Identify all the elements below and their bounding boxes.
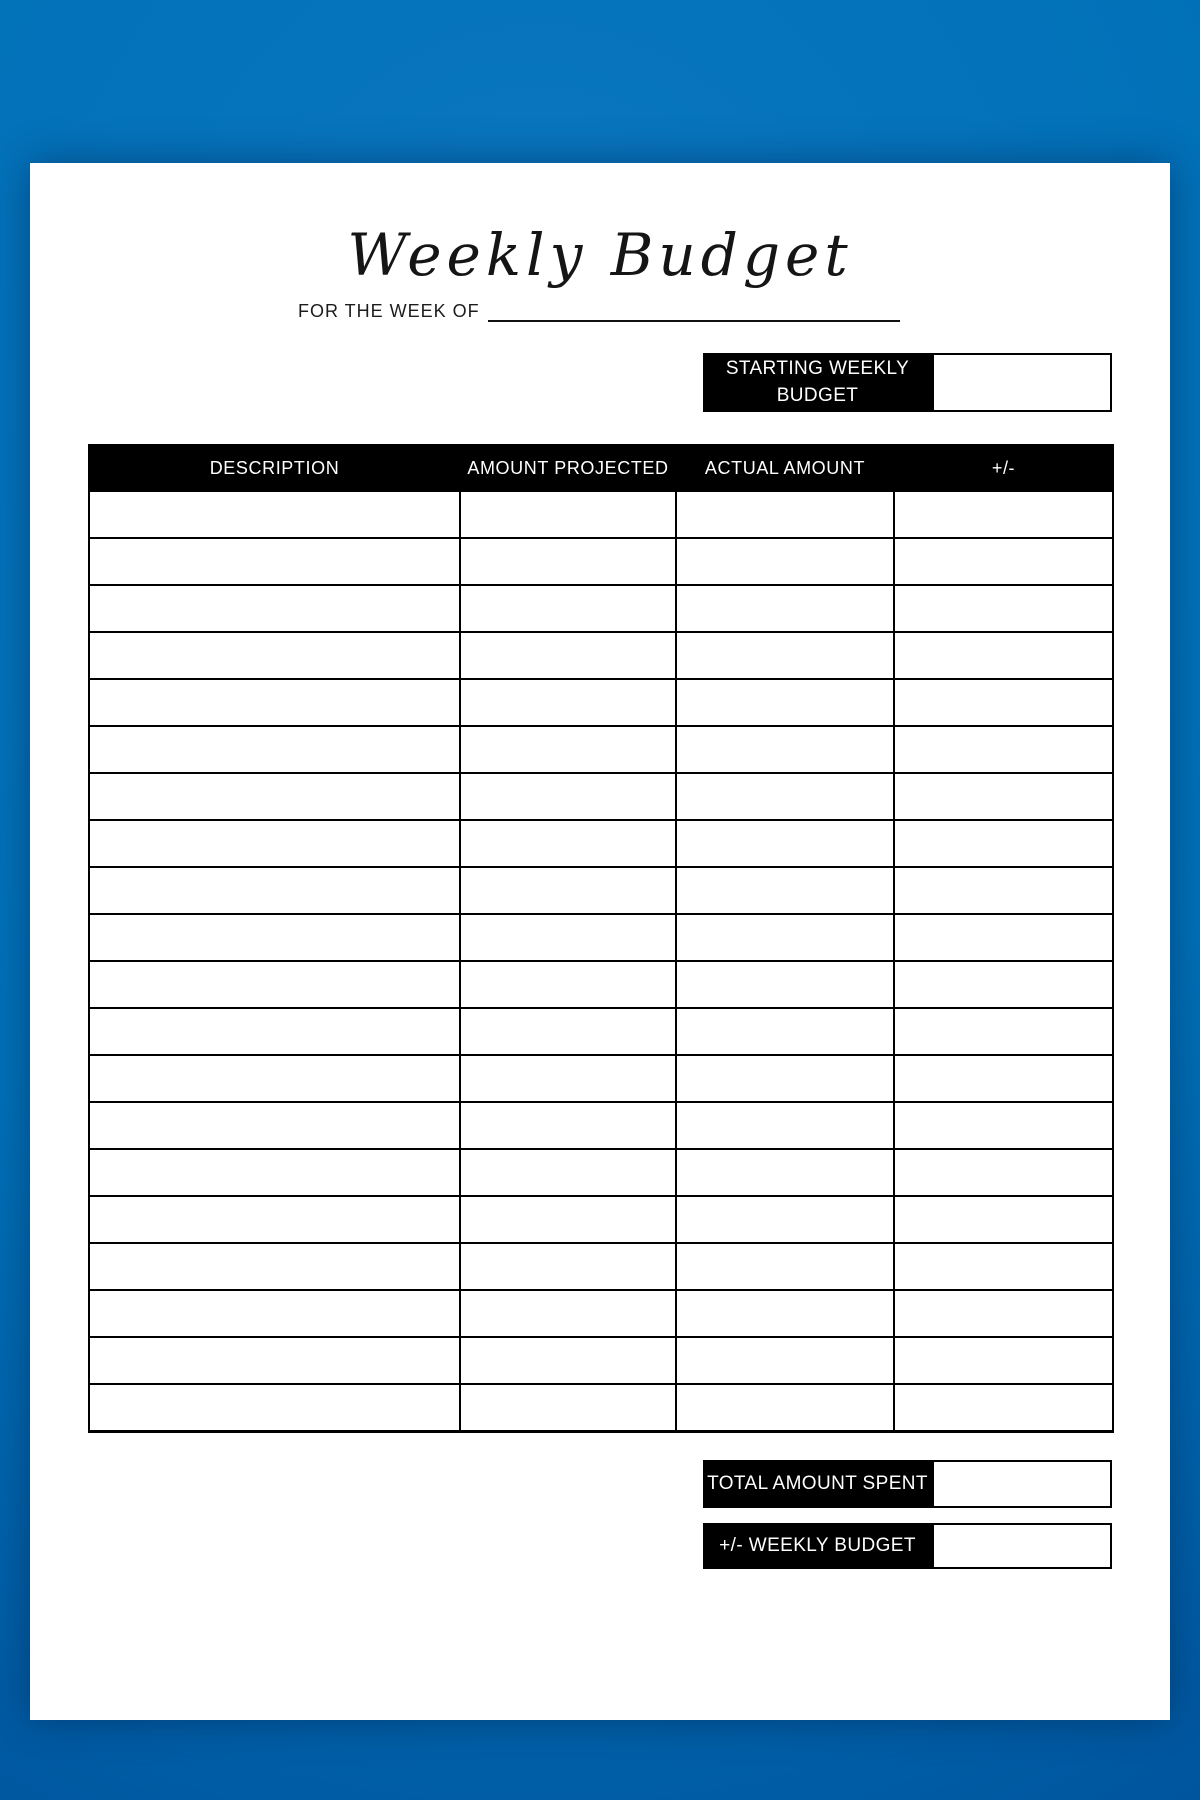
- table-cell[interactable]: [894, 632, 1113, 679]
- table-cell[interactable]: [676, 773, 894, 820]
- table-cell[interactable]: [676, 867, 894, 914]
- starting-weekly-budget-value-box[interactable]: [932, 353, 1112, 412]
- table-row: [89, 1384, 1113, 1432]
- week-of-label: FOR THE WEEK OF: [298, 301, 480, 321]
- table-cell[interactable]: [89, 1196, 460, 1243]
- table-row: [89, 961, 1113, 1008]
- table-cell[interactable]: [676, 1149, 894, 1196]
- table-cell[interactable]: [676, 491, 894, 538]
- table-cell[interactable]: [460, 538, 676, 585]
- table-cell[interactable]: [89, 679, 460, 726]
- table-cell[interactable]: [89, 585, 460, 632]
- table-cell[interactable]: [89, 1384, 460, 1432]
- table-cell[interactable]: [894, 1008, 1113, 1055]
- table-cell[interactable]: [676, 1196, 894, 1243]
- table-cell[interactable]: [89, 961, 460, 1008]
- table-cell[interactable]: [460, 726, 676, 773]
- table-cell[interactable]: [676, 914, 894, 961]
- table-cell[interactable]: [460, 1196, 676, 1243]
- table-cell[interactable]: [676, 632, 894, 679]
- table-cell[interactable]: [460, 914, 676, 961]
- table-cell[interactable]: [460, 1290, 676, 1337]
- table-cell[interactable]: [89, 1149, 460, 1196]
- table-cell[interactable]: [676, 1337, 894, 1384]
- header-row: [89, 445, 1113, 491]
- table-cell[interactable]: [894, 961, 1113, 1008]
- table-cell[interactable]: [894, 1102, 1113, 1149]
- table-cell[interactable]: [89, 1102, 460, 1149]
- table-cell[interactable]: [89, 1055, 460, 1102]
- table-row: [89, 914, 1113, 961]
- table-cell[interactable]: [676, 1055, 894, 1102]
- budget-table-header: [89, 445, 1113, 491]
- table-cell[interactable]: [894, 1196, 1113, 1243]
- table-cell[interactable]: [676, 585, 894, 632]
- table-cell[interactable]: [89, 1337, 460, 1384]
- table-cell[interactable]: [894, 1243, 1113, 1290]
- table-row: [89, 773, 1113, 820]
- table-cell[interactable]: [460, 632, 676, 679]
- table-cell[interactable]: [894, 585, 1113, 632]
- table-row: [89, 867, 1113, 914]
- table-cell[interactable]: [460, 773, 676, 820]
- plus-minus-weekly-budget-value-box[interactable]: [932, 1523, 1112, 1569]
- table-cell[interactable]: [89, 491, 460, 538]
- table-cell[interactable]: [89, 538, 460, 585]
- table-cell[interactable]: [89, 820, 460, 867]
- starting-weekly-budget-label: [703, 353, 932, 412]
- table-cell[interactable]: [676, 1290, 894, 1337]
- table-cell[interactable]: [894, 1055, 1113, 1102]
- table-row: [89, 632, 1113, 679]
- table-cell[interactable]: [894, 726, 1113, 773]
- starting-weekly-budget-label-line2: BUDGET: [776, 384, 859, 406]
- table-cell[interactable]: [460, 1243, 676, 1290]
- table-cell[interactable]: [676, 1243, 894, 1290]
- table-row: [89, 820, 1113, 867]
- plus-minus-weekly-budget-label: +/- WEEKLY BUDGET: [703, 1523, 932, 1569]
- total-amount-spent-label: TOTAL AMOUNT SPENT: [703, 1460, 932, 1508]
- table-cell[interactable]: [460, 1149, 676, 1196]
- column-header-plus-minus: +/-: [894, 445, 1113, 491]
- column-header-description: DESCRIPTION: [89, 445, 460, 491]
- table-cell[interactable]: [894, 1149, 1113, 1196]
- table-cell[interactable]: [460, 1384, 676, 1432]
- table-row: [89, 1290, 1113, 1337]
- table-row: [89, 1102, 1113, 1149]
- table-row: [89, 1337, 1113, 1384]
- table-row: [89, 491, 1113, 538]
- column-header-actual-amount: ACTUAL AMOUNT: [676, 445, 894, 491]
- table-cell[interactable]: [460, 679, 676, 726]
- table-cell[interactable]: [89, 1290, 460, 1337]
- table-cell[interactable]: [89, 773, 460, 820]
- table-cell[interactable]: [676, 961, 894, 1008]
- table-cell[interactable]: [894, 1290, 1113, 1337]
- table-row: [89, 1243, 1113, 1290]
- table-cell[interactable]: [894, 679, 1113, 726]
- table-cell[interactable]: [89, 726, 460, 773]
- table-cell[interactable]: [89, 1008, 460, 1055]
- table-cell[interactable]: [460, 1337, 676, 1384]
- table-cell[interactable]: [460, 1008, 676, 1055]
- table-cell[interactable]: [894, 867, 1113, 914]
- table-cell[interactable]: [676, 1102, 894, 1149]
- table-cell[interactable]: [89, 632, 460, 679]
- table-cell[interactable]: [460, 961, 676, 1008]
- week-of-input-line[interactable]: [488, 303, 900, 322]
- table-cell[interactable]: [676, 538, 894, 585]
- table-cell[interactable]: [460, 585, 676, 632]
- table-cell[interactable]: [89, 867, 460, 914]
- table-cell[interactable]: [676, 679, 894, 726]
- table-row: [89, 585, 1113, 632]
- table-row: [89, 1008, 1113, 1055]
- table-row: [89, 679, 1113, 726]
- page-title: Weekly Budget: [347, 221, 853, 289]
- table-cell[interactable]: [676, 820, 894, 867]
- table-row: [89, 1055, 1113, 1102]
- table-cell[interactable]: [460, 491, 676, 538]
- table-row: [89, 1149, 1113, 1196]
- table-cell[interactable]: [894, 914, 1113, 961]
- table-cell[interactable]: [894, 1337, 1113, 1384]
- table-cell[interactable]: [460, 1102, 676, 1149]
- table-cell[interactable]: [894, 1384, 1113, 1432]
- table-row: [89, 538, 1113, 585]
- total-amount-spent-value-box[interactable]: [932, 1460, 1112, 1508]
- budget-table-body: [89, 491, 1113, 1432]
- table-cell[interactable]: [89, 914, 460, 961]
- table-cell[interactable]: [460, 820, 676, 867]
- table-cell[interactable]: [89, 1243, 460, 1290]
- table-cell[interactable]: [676, 1384, 894, 1432]
- table-row: [89, 726, 1113, 773]
- column-header-amount-projected: AMOUNT PROJECTED: [460, 445, 676, 491]
- table-cell[interactable]: [894, 773, 1113, 820]
- table-row: [89, 1196, 1113, 1243]
- table-cell[interactable]: [676, 726, 894, 773]
- planner-page: [30, 163, 1170, 1720]
- table-cell[interactable]: [894, 820, 1113, 867]
- table-cell[interactable]: [460, 1055, 676, 1102]
- budget-table: [88, 444, 1112, 1433]
- table-cell[interactable]: [894, 491, 1113, 538]
- starting-weekly-budget-label-line1: STARTING WEEKLY: [725, 357, 910, 379]
- table-cell[interactable]: [460, 867, 676, 914]
- table-cell[interactable]: [676, 1008, 894, 1055]
- table-cell[interactable]: [894, 538, 1113, 585]
